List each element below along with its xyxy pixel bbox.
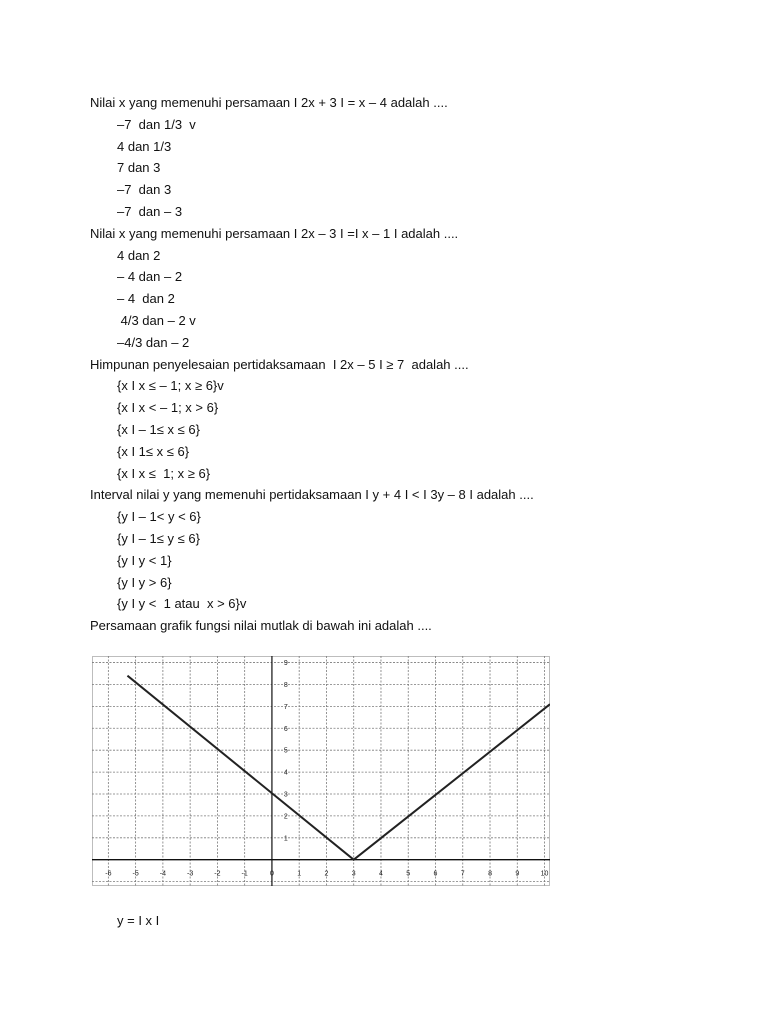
- answer-option: {x I x ≤ 1; x ≥ 6}: [117, 465, 211, 481]
- answer-option: –7 dan – 3: [117, 203, 183, 219]
- y-tick-label: 6: [283, 725, 288, 733]
- x-tick-label: 0: [269, 870, 274, 878]
- answer-option: {x I – 1≤ x ≤ 6}: [117, 421, 200, 437]
- x-tick-label: 1: [297, 870, 302, 878]
- question-text: Himpunan penyelesaian pertidaksamaan I 2x – 5 I ≥ 7 adalah ....: [90, 356, 469, 372]
- answer-option: 4 dan 2: [117, 247, 161, 263]
- x-tick-label: -6: [105, 870, 112, 878]
- graph-svg: [92, 656, 550, 886]
- question-text: Nilai x yang memenuhi persamaan I 2x + 3 I = x – 4 adalah ....: [90, 95, 448, 110]
- question-text: Interval nilai y yang memenuhi pertidaksamaan I y + 4 I < I 3y – 8 I adalah ....: [90, 487, 534, 503]
- x-tick-label: 10: [540, 870, 549, 878]
- answer-option: {y I – 1< y < 6}: [117, 509, 201, 525]
- question-list: [90, 92, 750, 637]
- x-tick-label: 7: [460, 870, 465, 878]
- answer-option: –4/3 dan – 2: [117, 334, 190, 350]
- y-tick-label: 7: [283, 703, 288, 711]
- answer-option: {y I y < 1}: [117, 552, 172, 568]
- answer-option: 4 dan 1/3: [117, 138, 172, 154]
- absolute-value-graph: [92, 656, 550, 886]
- x-tick-label: 5: [406, 870, 411, 878]
- x-tick-label: 3: [351, 870, 356, 878]
- answer-option: {y I y < 1 atau x > 6}v: [117, 596, 247, 612]
- y-tick-label: 9: [283, 660, 288, 668]
- x-tick-label: -4: [159, 870, 166, 878]
- y-tick-label: 2: [283, 813, 288, 821]
- answer-option: 4/3 dan – 2 v: [117, 312, 196, 328]
- graph-frame: [93, 657, 550, 886]
- x-tick-label: 2: [324, 870, 329, 878]
- x-tick-label: -1: [241, 870, 248, 878]
- x-tick-label: 4: [379, 870, 383, 878]
- y-tick-label: 4: [283, 769, 288, 777]
- series-line: [127, 676, 550, 860]
- question-text: Persamaan grafik fungsi nilai mutlak di bawah ini adalah ....: [90, 618, 432, 634]
- x-tick-label: 6: [433, 870, 438, 878]
- answer-option: –7 dan 1/3 v: [117, 116, 196, 132]
- answer-option: –7 dan 3: [117, 182, 172, 198]
- y-tick-label: 8: [283, 681, 288, 689]
- answer-option: {x I x < – 1; x > 6}: [117, 400, 219, 416]
- y-tick-label: 1: [283, 835, 288, 843]
- answer-option: y = I x I: [117, 913, 160, 928]
- answer-option: {y I y > 6}: [117, 574, 172, 590]
- x-tick-label: 9: [515, 870, 520, 878]
- answer-option: {x I x ≤ – 1; x ≥ 6}v: [117, 378, 224, 394]
- x-tick-label: -5: [132, 870, 139, 878]
- x-tick-label: 8: [488, 870, 492, 878]
- answer-option: – 4 dan 2: [117, 291, 175, 307]
- question-text: Nilai x yang memenuhi persamaan I 2x – 3 I =I x – 1 I adalah ....: [90, 225, 459, 241]
- answer-option: {y I – 1≤ y ≤ 6}: [117, 530, 200, 546]
- answer-option: {x I 1≤ x ≤ 6}: [117, 443, 190, 459]
- answer-option: – 4 dan – 2: [117, 269, 183, 285]
- y-tick-label: 3: [283, 791, 288, 799]
- y-tick-label: 5: [283, 747, 288, 755]
- x-tick-label: -3: [187, 870, 194, 878]
- x-tick-label: -2: [214, 870, 221, 878]
- answer-option: 7 dan 3: [117, 160, 161, 176]
